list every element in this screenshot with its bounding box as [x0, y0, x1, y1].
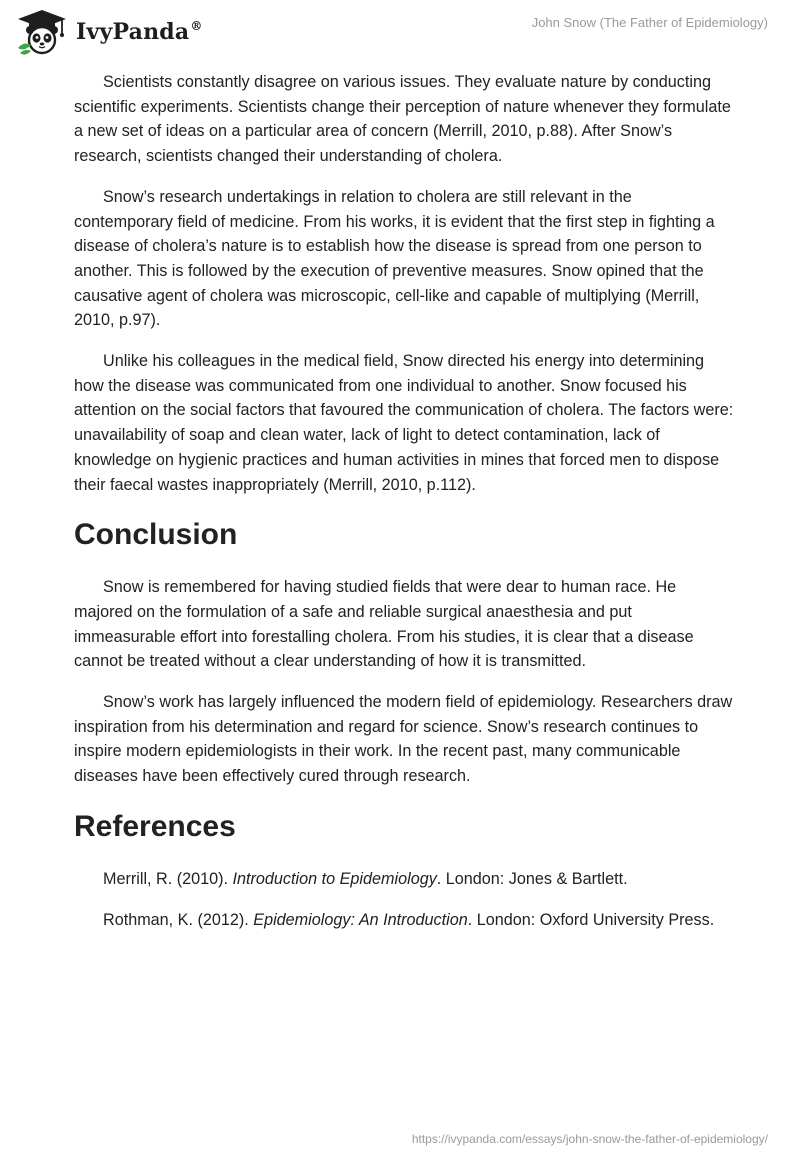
- reference-title: Epidemiology: An Introduction: [253, 910, 468, 929]
- reference-title: Introduction to Epidemiology: [232, 869, 437, 888]
- body-paragraph: Scientists constantly disagree on various issues. They evaluate nature by conducting scientific experiments. Scientists change their perception of nature whenever they formulate a new set of ideas on a particular area of concern (Merrill, 2010, p.88). After Snow’s research, scientists changed their understanding of cholera.: [74, 73, 731, 166]
- essay-content: [74, 70, 734, 948]
- body-paragraph: Unlike his colleagues in the medical field, Snow directed his energy into determining how the disease was communicated from one individual to another. Snow focused his attention on the social factors that favoured the communication of cholera. The factors were: unavailability of soap and clean water, lack of light to detect contamination, lack of knowledge on hygienic practices and human activities in mines that forced men to dispose their faecal wastes inappropriately (Merrill, 2010, p.112).: [74, 352, 734, 494]
- body-paragraph: Snow’s research undertakings in relation to cholera are still relevant in the contemporary field of medicine. From his works, it is evident that the first step in fighting a disease of cholera’s nature is to establish how the disease is spread from one person to another. This is followed by the execution of preventive measures. Snow opined that the causative agent of cholera was microscopic, cell-like and capable of multiplying (Merrill, 2010, p.97).: [74, 187, 715, 330]
- reference-item: Merrill, R. (2010). Introduction to Epidemiology. London: Jones & Bartlett.: [103, 869, 628, 888]
- panda-mortarboard-icon: [14, 8, 70, 56]
- conclusion-paragraph: Snow’s work has largely influenced the modern field of epidemiology. Researchers draw inspiration from his determination and regard for science. Snow’s research continues to inspire modern epidemiologists in their work. In the recent past, many communicable diseases have been effectively cured through research.: [74, 693, 733, 786]
- source-url[interactable]: https://ivypanda.com/essays/john-snow-the-father-of-epidemiology/: [411, 1132, 768, 1146]
- page-header: [0, 0, 800, 60]
- conclusion-paragraph: Snow is remembered for having studied fields that were dear to human race. He majored on the formulation of a safe and reliable surgical anaesthesia and put immeasurable effort into forestalling cholera. From his studies, it is clear that a disease cannot be treated without a clear understanding of how it is transmitted.: [74, 578, 694, 671]
- conclusion-heading: Conclusion: [74, 518, 238, 552]
- references-heading: References: [74, 809, 236, 843]
- ivypanda-logo[interactable]: [14, 8, 203, 56]
- reference-item: Rothman, K. (2012). Epidemiology: An Introduction. London: Oxford University Press.: [103, 910, 715, 929]
- registered-mark: ®: [190, 19, 203, 33]
- document-title: John Snow (The Father of Epidemiology): [531, 15, 768, 30]
- brand-name: IvyPanda®: [76, 19, 203, 45]
